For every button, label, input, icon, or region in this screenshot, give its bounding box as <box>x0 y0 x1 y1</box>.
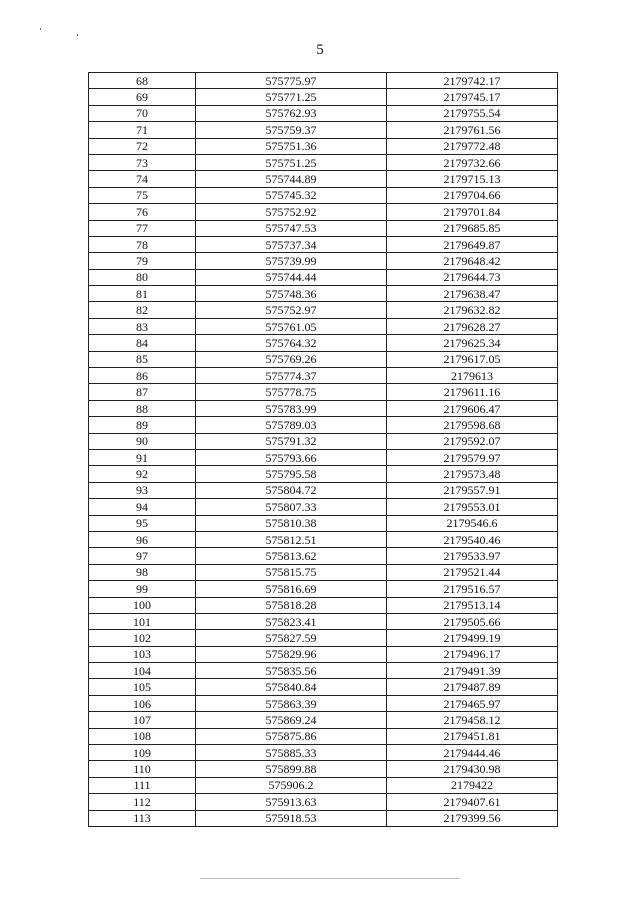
point-number-cell: 98 <box>89 564 196 580</box>
point-number-cell: 82 <box>89 302 196 318</box>
x-coordinate-cell: 575812.51 <box>196 531 387 547</box>
x-coordinate-cell: 575906.2 <box>196 777 387 793</box>
y-coordinate-cell: 2179649.87 <box>387 236 558 252</box>
point-number-cell: 86 <box>89 368 196 384</box>
table-row <box>89 646 558 662</box>
y-coordinate-cell: 2179632.82 <box>387 302 558 318</box>
table-row <box>89 794 558 810</box>
x-coordinate-cell: 575789.03 <box>196 417 387 433</box>
y-coordinate-cell: 2179546.6 <box>387 515 558 531</box>
x-coordinate-cell: 575827.59 <box>196 630 387 646</box>
x-coordinate-cell: 575764.32 <box>196 335 387 351</box>
point-number-cell: 70 <box>89 105 196 121</box>
point-number-cell: 80 <box>89 269 196 285</box>
point-number-cell: 72 <box>89 138 196 154</box>
point-number-cell: 91 <box>89 449 196 465</box>
x-coordinate-cell: 575804.72 <box>196 482 387 498</box>
table-row <box>89 253 558 269</box>
x-coordinate-cell: 575744.89 <box>196 171 387 187</box>
table-row <box>89 564 558 580</box>
x-coordinate-cell: 575829.96 <box>196 646 387 662</box>
x-coordinate-cell: 575739.99 <box>196 253 387 269</box>
point-number-cell: 105 <box>89 679 196 695</box>
table-row <box>89 220 558 236</box>
x-coordinate-cell: 575775.97 <box>196 73 387 89</box>
point-number-cell: 89 <box>89 417 196 433</box>
table-row <box>89 269 558 285</box>
x-coordinate-cell: 575761.05 <box>196 318 387 334</box>
y-coordinate-cell: 2179458.12 <box>387 712 558 728</box>
table-row <box>89 597 558 613</box>
point-number-cell: 112 <box>89 794 196 810</box>
y-coordinate-cell: 2179628.27 <box>387 318 558 334</box>
table-row <box>89 728 558 744</box>
point-number-cell: 77 <box>89 220 196 236</box>
point-number-cell: 92 <box>89 466 196 482</box>
point-number-cell: 88 <box>89 400 196 416</box>
point-number-cell: 102 <box>89 630 196 646</box>
point-number-cell: 111 <box>89 777 196 793</box>
y-coordinate-cell: 2179755.54 <box>387 105 558 121</box>
y-coordinate-cell: 2179613 <box>387 368 558 384</box>
y-coordinate-cell: 2179430.98 <box>387 761 558 777</box>
y-coordinate-cell: 2179540.46 <box>387 531 558 547</box>
y-coordinate-cell: 2179732.66 <box>387 154 558 170</box>
scan-speck <box>77 34 78 36</box>
table-row <box>89 679 558 695</box>
point-number-cell: 101 <box>89 613 196 629</box>
x-coordinate-cell: 575744.44 <box>196 269 387 285</box>
point-number-cell: 78 <box>89 236 196 252</box>
table-row <box>89 581 558 597</box>
x-coordinate-cell: 575840.84 <box>196 679 387 695</box>
point-number-cell: 100 <box>89 597 196 613</box>
x-coordinate-cell: 575863.39 <box>196 695 387 711</box>
x-coordinate-cell: 575737.34 <box>196 236 387 252</box>
y-coordinate-cell: 2179487.89 <box>387 679 558 695</box>
x-coordinate-cell: 575762.93 <box>196 105 387 121</box>
table-row <box>89 286 558 302</box>
y-coordinate-cell: 2179505.66 <box>387 613 558 629</box>
y-coordinate-cell: 2179617.05 <box>387 351 558 367</box>
y-coordinate-cell: 2179533.97 <box>387 548 558 564</box>
table-row <box>89 105 558 121</box>
y-coordinate-cell: 2179745.17 <box>387 89 558 105</box>
table-row <box>89 302 558 318</box>
x-coordinate-cell: 575818.28 <box>196 597 387 613</box>
table-row <box>89 236 558 252</box>
bottom-rule <box>200 878 460 879</box>
y-coordinate-cell: 2179407.61 <box>387 794 558 810</box>
y-coordinate-cell: 2179625.34 <box>387 335 558 351</box>
x-coordinate-cell: 575869.24 <box>196 712 387 728</box>
y-coordinate-cell: 2179761.56 <box>387 122 558 138</box>
x-coordinate-cell: 575835.56 <box>196 663 387 679</box>
point-number-cell: 81 <box>89 286 196 302</box>
table-row <box>89 449 558 465</box>
y-coordinate-cell: 2179499.19 <box>387 630 558 646</box>
point-number-cell: 104 <box>89 663 196 679</box>
x-coordinate-cell: 575793.66 <box>196 449 387 465</box>
x-coordinate-cell: 575795.58 <box>196 466 387 482</box>
y-coordinate-cell: 2179465.97 <box>387 695 558 711</box>
y-coordinate-cell: 2179644.73 <box>387 269 558 285</box>
point-number-cell: 74 <box>89 171 196 187</box>
table-row <box>89 204 558 220</box>
x-coordinate-cell: 575745.32 <box>196 187 387 203</box>
y-coordinate-cell: 2179685.85 <box>387 220 558 236</box>
table-row <box>89 89 558 105</box>
x-coordinate-cell: 575747.53 <box>196 220 387 236</box>
table-row <box>89 368 558 384</box>
table-row <box>89 712 558 728</box>
table-row <box>89 466 558 482</box>
table-row <box>89 663 558 679</box>
x-coordinate-cell: 575823.41 <box>196 613 387 629</box>
table-row <box>89 515 558 531</box>
point-number-cell: 94 <box>89 499 196 515</box>
point-number-cell: 108 <box>89 728 196 744</box>
table-row <box>89 810 558 826</box>
point-number-cell: 97 <box>89 548 196 564</box>
y-coordinate-cell: 2179553.01 <box>387 499 558 515</box>
point-number-cell: 68 <box>89 73 196 89</box>
table-row <box>89 531 558 547</box>
x-coordinate-cell: 575778.75 <box>196 384 387 400</box>
y-coordinate-cell: 2179598.68 <box>387 417 558 433</box>
table-row <box>89 138 558 154</box>
table-row <box>89 433 558 449</box>
table-row <box>89 613 558 629</box>
x-coordinate-cell: 575751.36 <box>196 138 387 154</box>
y-coordinate-cell: 2179592.07 <box>387 433 558 449</box>
point-number-cell: 93 <box>89 482 196 498</box>
point-number-cell: 107 <box>89 712 196 728</box>
point-number-cell: 99 <box>89 581 196 597</box>
y-coordinate-cell: 2179648.42 <box>387 253 558 269</box>
table-row <box>89 187 558 203</box>
table-row <box>89 745 558 761</box>
table-row <box>89 171 558 187</box>
y-coordinate-cell: 2179557.91 <box>387 482 558 498</box>
y-coordinate-cell: 2179513.14 <box>387 597 558 613</box>
y-coordinate-cell: 2179742.17 <box>387 73 558 89</box>
point-number-cell: 90 <box>89 433 196 449</box>
point-number-cell: 103 <box>89 646 196 662</box>
x-coordinate-cell: 575810.38 <box>196 515 387 531</box>
x-coordinate-cell: 575783.99 <box>196 400 387 416</box>
y-coordinate-cell: 2179573.48 <box>387 466 558 482</box>
point-number-cell: 109 <box>89 745 196 761</box>
y-coordinate-cell: 2179606.47 <box>387 400 558 416</box>
y-coordinate-cell: 2179579.97 <box>387 449 558 465</box>
x-coordinate-cell: 575751.25 <box>196 154 387 170</box>
table-row <box>89 499 558 515</box>
table-row <box>89 318 558 334</box>
x-coordinate-cell: 575752.92 <box>196 204 387 220</box>
x-coordinate-cell: 575771.25 <box>196 89 387 105</box>
point-number-cell: 76 <box>89 204 196 220</box>
point-number-cell: 95 <box>89 515 196 531</box>
x-coordinate-cell: 575918.53 <box>196 810 387 826</box>
y-coordinate-cell: 2179399.56 <box>387 810 558 826</box>
x-coordinate-cell: 575815.75 <box>196 564 387 580</box>
table-row <box>89 122 558 138</box>
x-coordinate-cell: 575875.86 <box>196 728 387 744</box>
y-coordinate-cell: 2179772.48 <box>387 138 558 154</box>
table-row <box>89 400 558 416</box>
x-coordinate-cell: 575913.63 <box>196 794 387 810</box>
point-number-cell: 85 <box>89 351 196 367</box>
x-coordinate-cell: 575752.97 <box>196 302 387 318</box>
x-coordinate-cell: 575816.69 <box>196 581 387 597</box>
coordinates-table-body <box>89 73 558 827</box>
y-coordinate-cell: 2179638.47 <box>387 286 558 302</box>
point-number-cell: 71 <box>89 122 196 138</box>
coordinates-table <box>88 72 558 827</box>
x-coordinate-cell: 575807.33 <box>196 499 387 515</box>
y-coordinate-cell: 2179701.84 <box>387 204 558 220</box>
y-coordinate-cell: 2179491.39 <box>387 663 558 679</box>
point-number-cell: 83 <box>89 318 196 334</box>
point-number-cell: 75 <box>89 187 196 203</box>
point-number-cell: 84 <box>89 335 196 351</box>
table-row <box>89 154 558 170</box>
point-number-cell: 69 <box>89 89 196 105</box>
scan-speck <box>40 28 41 30</box>
y-coordinate-cell: 2179715.13 <box>387 171 558 187</box>
point-number-cell: 96 <box>89 531 196 547</box>
point-number-cell: 110 <box>89 761 196 777</box>
table-row <box>89 548 558 564</box>
x-coordinate-cell: 575759.37 <box>196 122 387 138</box>
y-coordinate-cell: 2179516.57 <box>387 581 558 597</box>
y-coordinate-cell: 2179704.66 <box>387 187 558 203</box>
x-coordinate-cell: 575885.33 <box>196 745 387 761</box>
x-coordinate-cell: 575813.62 <box>196 548 387 564</box>
y-coordinate-cell: 2179496.17 <box>387 646 558 662</box>
page-number: 5 <box>316 42 324 58</box>
table-row <box>89 351 558 367</box>
y-coordinate-cell: 2179444.46 <box>387 745 558 761</box>
y-coordinate-cell: 2179451.81 <box>387 728 558 744</box>
x-coordinate-cell: 575791.32 <box>196 433 387 449</box>
table-row <box>89 630 558 646</box>
point-number-cell: 113 <box>89 810 196 826</box>
table-row <box>89 73 558 89</box>
x-coordinate-cell: 575774.37 <box>196 368 387 384</box>
y-coordinate-cell: 2179611.16 <box>387 384 558 400</box>
point-number-cell: 73 <box>89 154 196 170</box>
y-coordinate-cell: 2179521.44 <box>387 564 558 580</box>
point-number-cell: 79 <box>89 253 196 269</box>
table-row <box>89 384 558 400</box>
x-coordinate-cell: 575769.26 <box>196 351 387 367</box>
point-number-cell: 106 <box>89 695 196 711</box>
y-coordinate-cell: 2179422 <box>387 777 558 793</box>
table-row <box>89 417 558 433</box>
table-row <box>89 695 558 711</box>
x-coordinate-cell: 575899.88 <box>196 761 387 777</box>
x-coordinate-cell: 575748.36 <box>196 286 387 302</box>
table-row <box>89 335 558 351</box>
point-number-cell: 87 <box>89 384 196 400</box>
table-row <box>89 761 558 777</box>
table-row <box>89 482 558 498</box>
table-row <box>89 777 558 793</box>
